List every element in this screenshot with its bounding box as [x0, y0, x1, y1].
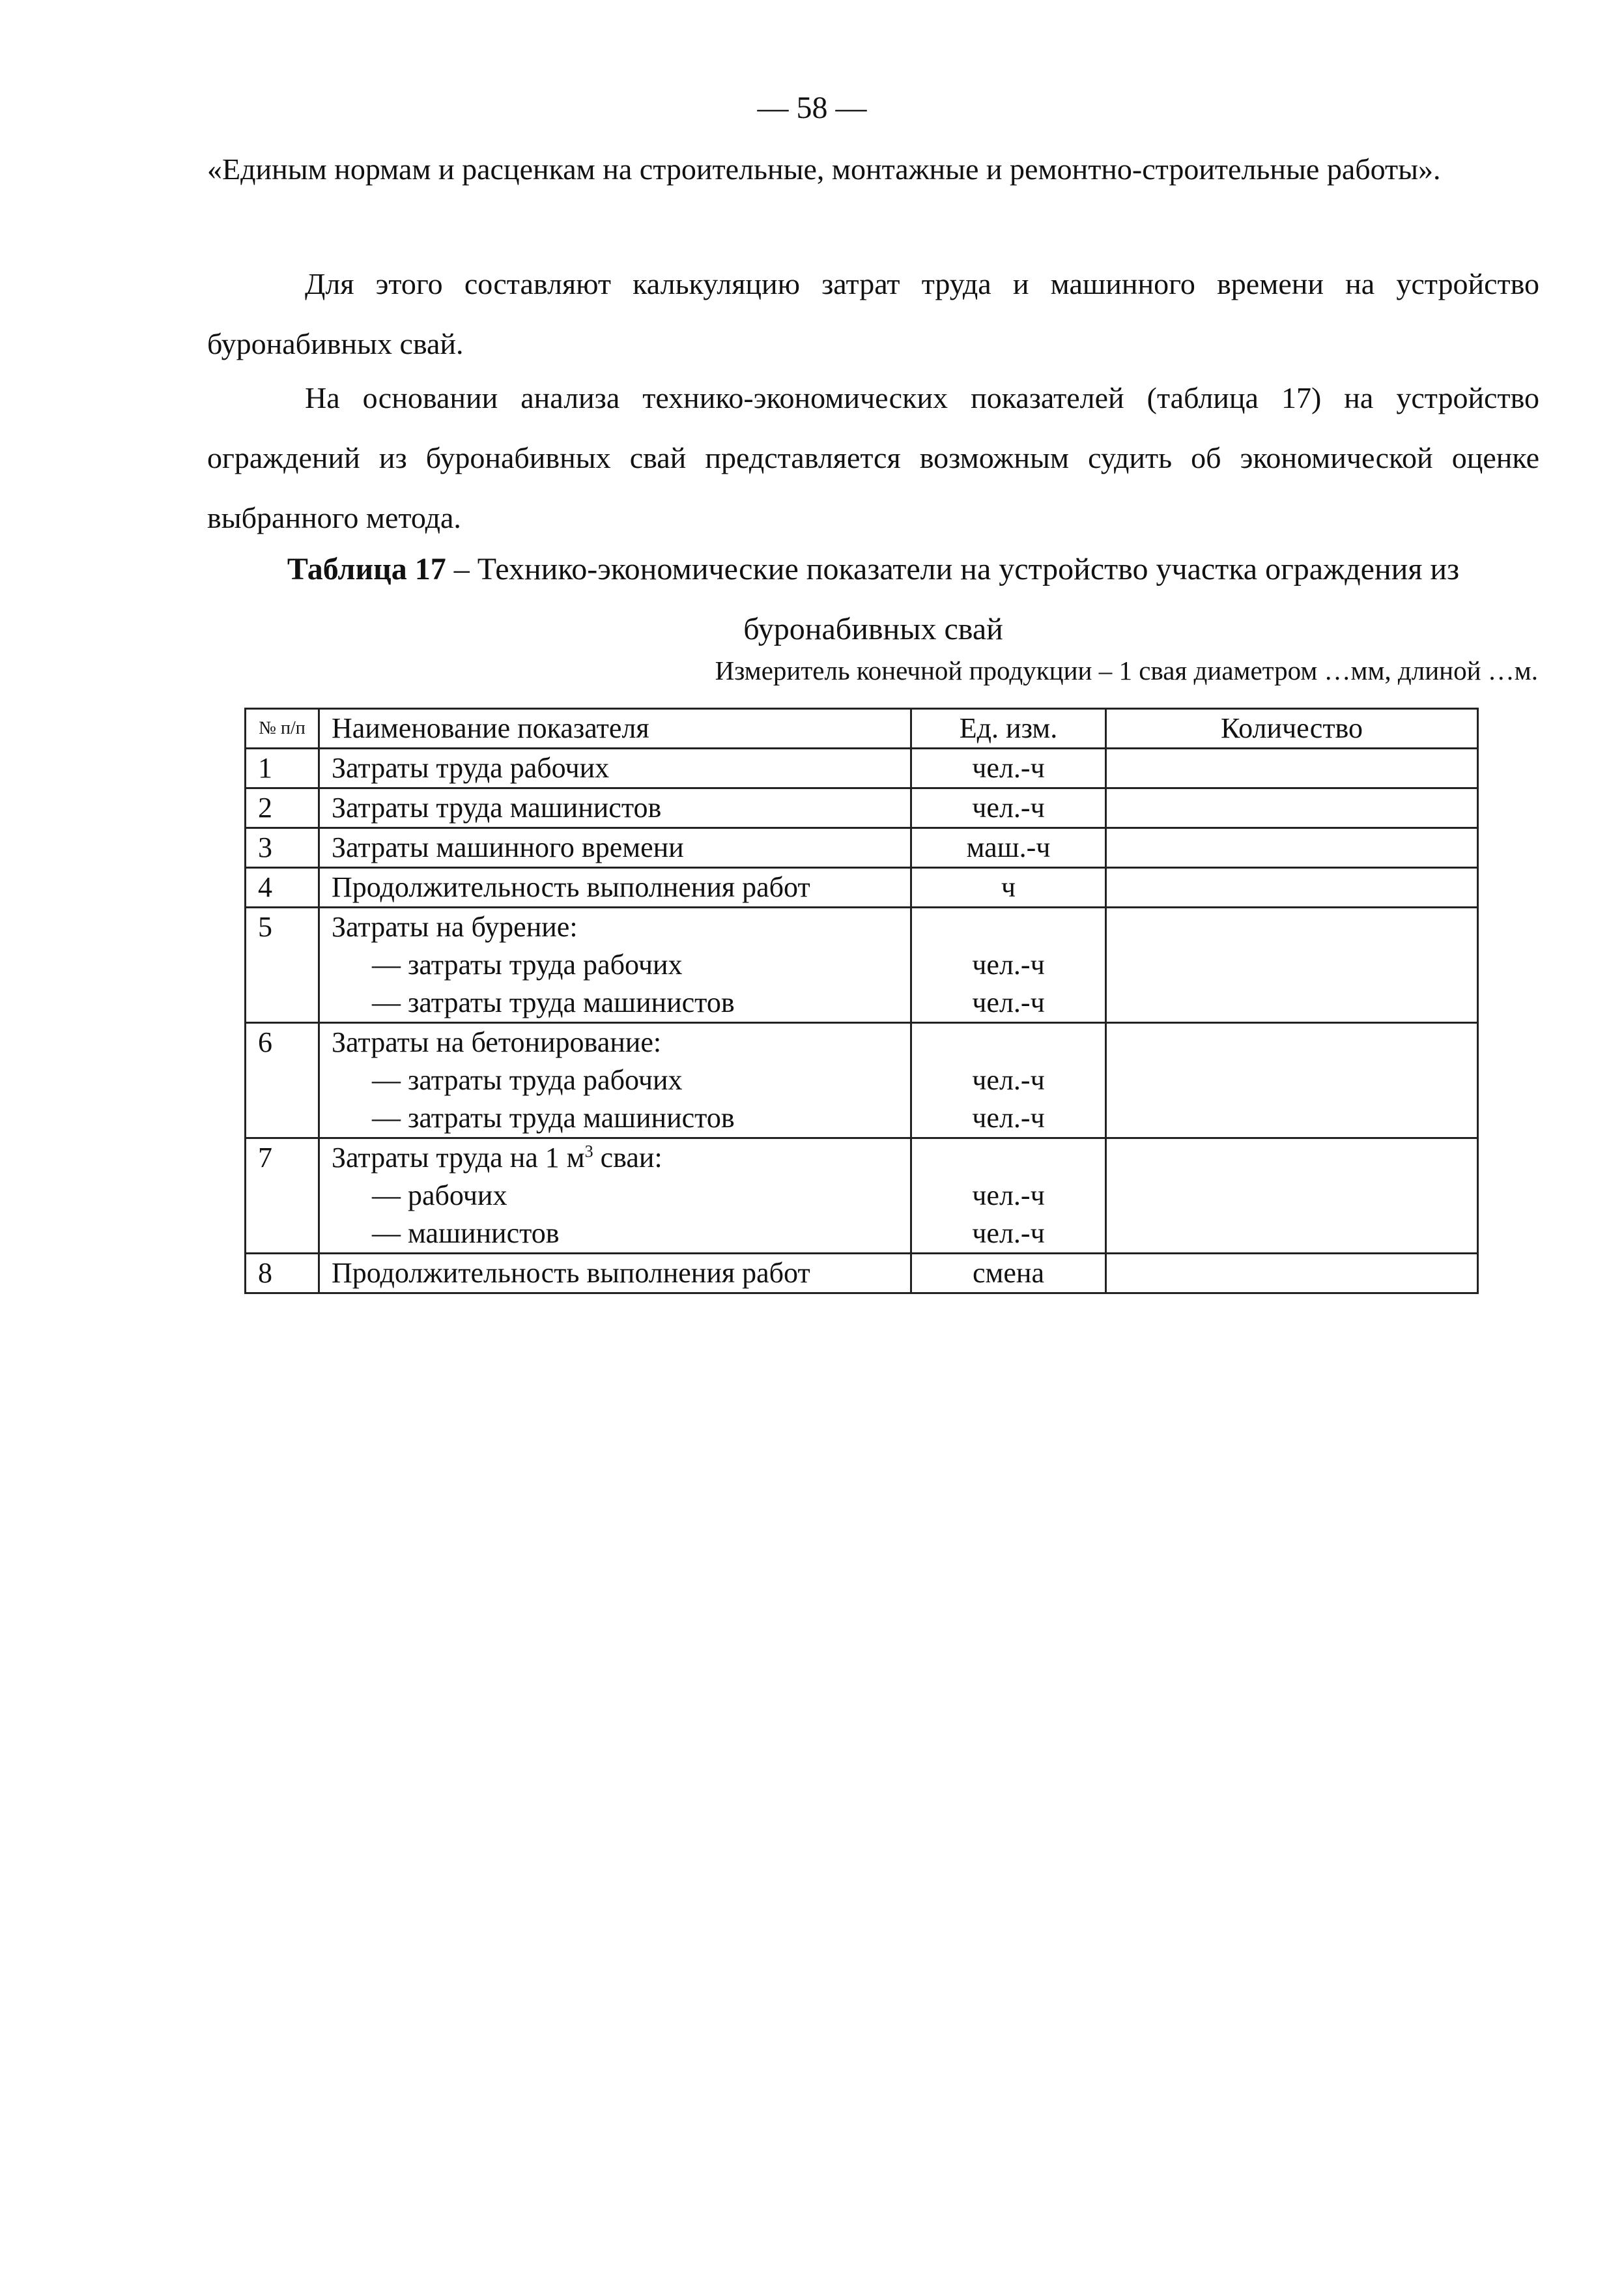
row-sub-unit: чел.-ч [972, 1064, 1045, 1096]
row-qty [1106, 788, 1478, 828]
row-num: 5 [246, 908, 319, 1023]
row-sub-name: — машинистов [372, 1217, 560, 1249]
row-name: Затраты машинного времени [319, 828, 911, 868]
row-qty [1106, 1254, 1478, 1293]
row-sub-name: — затраты труда машинистов [372, 1102, 735, 1134]
table-header-row [246, 709, 1478, 749]
row-unit: чел.-ч [911, 788, 1106, 828]
row-num: 4 [246, 868, 319, 908]
table-caption [207, 540, 1539, 659]
row-qty [1106, 908, 1478, 1023]
header-name: Наименование показателя [319, 709, 911, 749]
row-name: Продолжительность выполнения работ [319, 1254, 911, 1293]
table-caption-label: Таблица 17 [287, 552, 446, 586]
row-unit: чел.-ч [911, 749, 1106, 788]
row-qty [1106, 828, 1478, 868]
row-unit: ч [911, 868, 1106, 908]
header-unit: Ед. изм. [911, 709, 1106, 749]
row-sub-name: — рабочих [372, 1179, 507, 1211]
row-name-main: Затраты труда на 1 $м^3$ сваи: [332, 1142, 662, 1174]
row-name: Продолжительность выполнения работ [319, 868, 911, 908]
superscript-3: 3 [584, 1142, 593, 1161]
row-qty [1106, 868, 1478, 908]
table-caption-text: – Технико-экономические показатели на устройство участка ограждения из буронабивных свай [446, 552, 1460, 646]
paragraph-3: На основании анализа технико-экономических показателей (таблица 17) на устройство ограждений из буронабивных свай представляется возможным судить об экономической оценке выбранного метода. [207, 381, 1539, 534]
row-num: 6 [246, 1023, 319, 1138]
row-qty [1106, 1023, 1478, 1138]
indicators-table [244, 708, 1479, 1294]
row-sub-name: — затраты труда рабочих [372, 1064, 683, 1096]
row-unit [911, 1138, 1106, 1254]
row-name: Затраты труда рабочих [319, 749, 911, 788]
table-row [246, 868, 1478, 908]
row-name-main: Затраты на бетонирование: [332, 1026, 662, 1058]
row-qty [1106, 749, 1478, 788]
row-sub-unit: чел.-ч [972, 1217, 1045, 1249]
row-name: Затраты труда машинистов [319, 788, 911, 828]
row-num: 7 [246, 1138, 319, 1254]
row-unit [911, 1023, 1106, 1138]
row-sub-unit: чел.-ч [972, 987, 1045, 1018]
row-sub-name: — затраты труда рабочих [372, 949, 683, 981]
table-row [246, 1138, 1478, 1254]
row-sub-unit: чел.-ч [972, 949, 1045, 981]
row-unit: маш.-ч [911, 828, 1106, 868]
row-sub-unit: чел.-ч [972, 1179, 1045, 1211]
measure-note: Измеритель конечной продукции – 1 свая диаметром …мм, длиной …м. [715, 656, 1538, 685]
row-unit: смена [911, 1254, 1106, 1293]
row-sub-unit: чел.-ч [972, 1102, 1045, 1134]
header-num: № п/п [246, 709, 319, 749]
row-name [319, 908, 911, 1023]
table-row [246, 908, 1478, 1023]
row-name-main: Затраты на бурение: [332, 911, 578, 943]
page-number: — 58 — [757, 91, 867, 125]
row-name [319, 1138, 911, 1254]
paragraph-2: Для этого составляют калькуляцию затрат труда и машинного времени на устройство буронабивных свай. [207, 267, 1539, 360]
row-num: 3 [246, 828, 319, 868]
row-num: 8 [246, 1254, 319, 1293]
paragraph-1: «Единым нормам и расценкам на строительные, монтажные и ремонтно-строительные работы». [207, 152, 1441, 186]
row-unit [911, 908, 1106, 1023]
table-row [246, 749, 1478, 788]
row-sub-name: — затраты труда машинистов [372, 987, 735, 1018]
table-row [246, 788, 1478, 828]
table-row [246, 1254, 1478, 1293]
row-num: 1 [246, 749, 319, 788]
row-num: 2 [246, 788, 319, 828]
table-row [246, 1023, 1478, 1138]
header-qty: Количество [1106, 709, 1478, 749]
table-row [246, 828, 1478, 868]
row-qty [1106, 1138, 1478, 1254]
row-name [319, 1023, 911, 1138]
